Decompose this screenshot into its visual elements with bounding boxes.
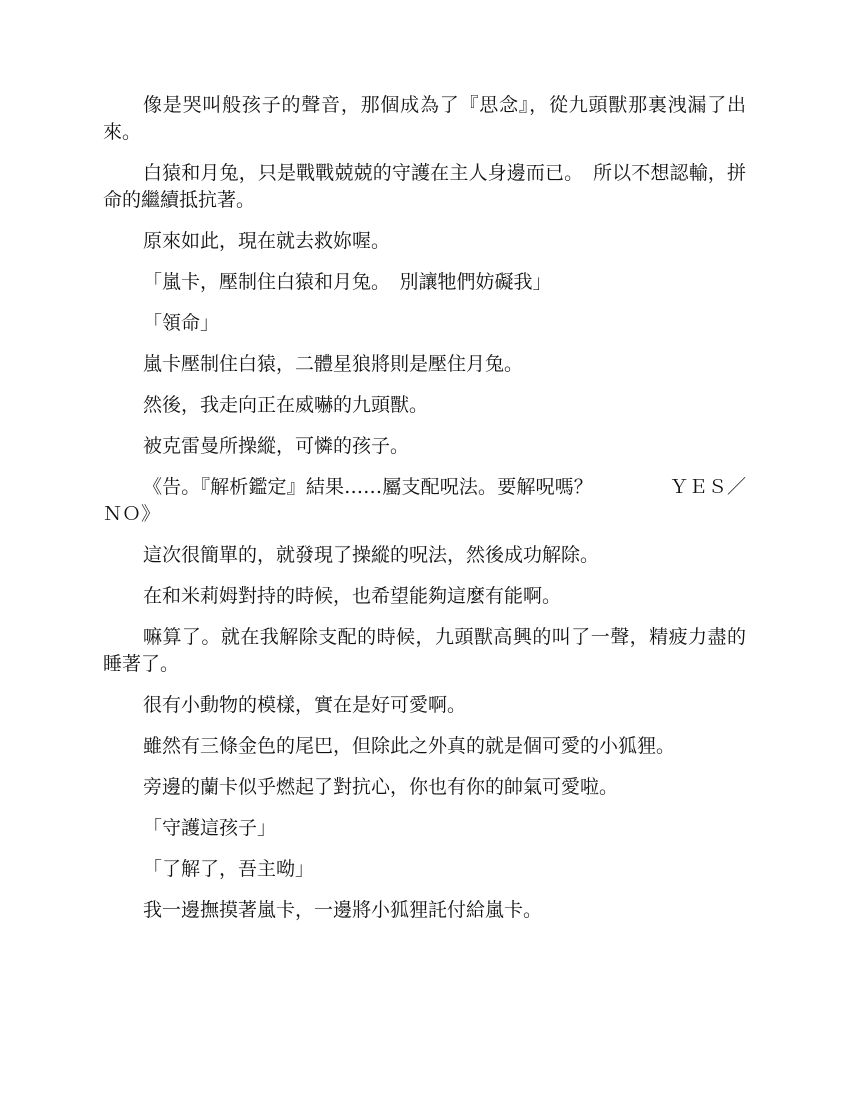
document-body xyxy=(103,92,746,938)
paragraph: 被克雷曼所操縱，可憐的孩子。 xyxy=(143,435,410,457)
dialogue-paragraph: 「守護這孩子」 xyxy=(143,817,277,839)
paragraph: 在和米莉姆對持的時候，也希望能夠這麼有能啊。 xyxy=(143,585,562,607)
dialogue-paragraph: 「領命」 xyxy=(143,312,220,334)
system-message-paragraph: 《告。『解析鑑定』結果……屬支配呪法。要解呪嗎？ ＹＥＳ／ＮＯ》 xyxy=(103,476,746,525)
dialogue-paragraph: 「嵐卡，壓制住白猿和月兔。 別讓牠們妨礙我」 xyxy=(143,271,552,293)
paragraph: 原來如此，現在就去救妳喔。 xyxy=(143,230,391,252)
paragraph: 白猿和月兔，只是戰戰兢兢的守護在主人身邊而已。 所以不想認輸，拼命的繼續抵抗著。 xyxy=(103,162,746,211)
paragraph: 雖然有三條金色的尾巴，但除此之外真的就是個可愛的小狐狸。 xyxy=(143,735,676,757)
paragraph: 這次很簡單的，就發現了操縱的呪法，然後成功解除。 xyxy=(143,544,600,566)
paragraph: 嵐卡壓制住白猿，二體星狼將則是壓住月兔。 xyxy=(143,353,524,375)
paragraph: 嘛算了。就在我解除支配的時候，九頭獸高興的叫了一聲，精疲力盡的睡著了。 xyxy=(103,626,746,675)
paragraph: 像是哭叫般孩子的聲音，那個成為了『思念』，從九頭獸那裏洩漏了出來。 xyxy=(103,94,746,143)
paragraph: 我一邊撫摸著嵐卡，一邊將小狐狸託付給嵐卡。 xyxy=(143,899,543,921)
dialogue-paragraph: 「了解了，吾主呦」 xyxy=(143,858,315,880)
paragraph: 然後，我走向正在威嚇的九頭獸。 xyxy=(143,394,429,416)
paragraph: 旁邊的蘭卡似乎燃起了對抗心，你也有你的帥氣可愛啦。 xyxy=(143,776,619,798)
paragraph: 很有小動物的模樣，實在是好可愛啊。 xyxy=(143,694,467,716)
